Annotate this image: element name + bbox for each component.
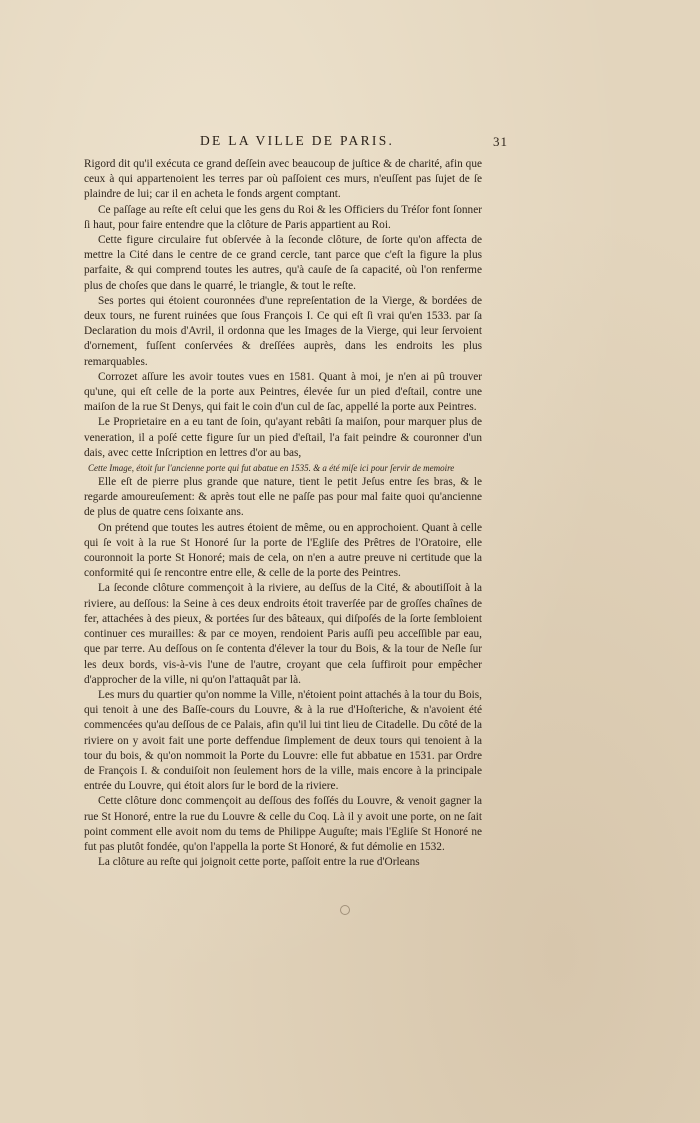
paragraph: La clôture au reſte qui joignoit cette porte, paſſoit entre la rue d'Orleans <box>98 856 420 869</box>
page-header <box>84 133 508 157</box>
page-number: 31 <box>493 134 508 149</box>
ornament <box>340 905 350 915</box>
running-head: DE LA VILLE DE PARIS. <box>200 133 395 148</box>
paragraph: Cette clôture donc commençoit au deſſous des foſſés du Louvre, & venoit gagner la rue St Honoré, entre la rue du Louvre & celle du Coq. Là il y avoit une porte, on ne ſait point comment elle avoit nom du tems de Philippe Auguſte; mais l'Egliſe St Honoré ne fut pas plutôt fondée, qu'on l'appella la porte St Honoré, & fut démolie en 1532. <box>84 795 482 853</box>
inscription: Cette Image, étoit ſur l'ancienne porte qui fut abatue en 1535. & a été miſe ici pour ſervir de memoire <box>88 463 455 474</box>
paragraph: Les murs du quartier qu'on nomme la Ville, n'étoient point attachés à la tour du Bois, qui tenoit à une des Baſſe-cours du Louvre, & à la rue d'Hoſteriche, & n'avoient été commencées qu'au deſſous de ce Palais, afin qu'il lui tint lieu de Citadelle. Du côté de la riviere on y avoit fait une porte deffendue ſimplement de deux tours qui tenoient à la tour du bois, & qu'on nommoit la Porte du Louvre: elle fut abbatue en 1531. par Ordre de François I. & conduiſoit non ſeulement hors de la ville, mais encore à la principale entrée du Louvre, qui étoit alors ſur le bord de la riviere. <box>84 688 482 793</box>
paragraph: Cette figure circulaire fut obſervée à la ſeconde clôture, de ſorte qu'on affecta de mettre la Cité dans le centre de ce grand cercle, tant parce que c'eſt la figure la plus parfaite, & qui comprend toutes les autres, qu'à cauſe de ſa capacité, où l'on renferme plus de choſes que dans le quarré, le triangle, & tout le reſte. <box>84 234 482 292</box>
body-text <box>84 157 482 870</box>
paragraph: Rigord dit qu'il exécuta ce grand deſſein avec beaucoup de juſtice & de charité, afin que ceux à qui appartenoient les terres par où paſſoient ces murs, n'euſſent pas ſujet de ſe plaindre de lui; car il en acheta le fonds argent comptant. <box>84 158 482 201</box>
paragraph: On prétend que toutes les autres étoient de même, ou en approchoient. Quant à celle qui ſe voit à la rue St Honoré ſur la porte de l'Egliſe des Prêtres de l'Oratoire, elle couronnoit la porte St Honoré; mais de cela, on n'en a autre preuve ni certitude que la conformité qui ſe rencontre entre elle, & celle de la porte des Peintres. <box>84 521 482 580</box>
paragraph: Le Proprietaire en a eu tant de ſoin, qu'ayant rebâti ſa maiſon, pour marquer plus de veneration, il a poſé cette figure ſur un pied d'eſtail, l'a fait peindre & couronner d'un dais, avec cette Inſcription en lettres d'or au bas, <box>84 416 482 459</box>
paragraph: Ce paſſage au reſte eſt celui que les gens du Roi & les Officiers du Tréſor font ſonner ſi haut, pour faire entendre que la clôture de Paris appartient au Roi. <box>84 203 482 231</box>
paragraph: Ses portes qui étoient couronnées d'une repreſentation de la Vierge, & bordées de deux tours, ne furent ruinées que ſous François I. Ce qui eſt ſi vrai qu'en 1533. par ſa Declaration du mois d'Avril, il ordonna que les Images de la Vierge, qui leur ſervoient d'ornement, fuſſent conſervées & dreſſées auprès, dans les endroits les plus remarquables. <box>84 294 482 368</box>
paragraph: Corrozet aſſure les avoir toutes vues en 1581. Quant à moi, je n'en ai pû trouver qu'une, qui eſt celle de la porte aux Peintres, élevée ſur un pied d'eſtail, contre une maiſon de la rue St Denys, qui fait le coin d'un cul de ſac, appellé la porte aux Peintres. <box>84 370 482 414</box>
page <box>84 133 508 870</box>
paragraph: Elle eſt de pierre plus grande que nature, tient le petit Jeſus entre ſes bras, & le regarde amoureuſement: & après tout elle ne paſſe pas pour mal faite quoi qu'ancienne de plus de quatre cens ſoixante ans. <box>84 476 482 519</box>
paragraph: La ſeconde clôture commençoit à la riviere, au deſſus de la Cité, & aboutiſſoit à la riviere, au deſſous: la Seine à ces deux endroits étoit traverſée par de groſſes chaînes de fer, attachées à des pieux, & portées ſur des bâteaux, qui diſpoſés de la ſorte ſembloient continuer ces murailles: & par ce moyen, rendoient Paris auſſi peu acceſſible par eau, que par terre. Au deſſous on ſe contenta d'élever la tour du Bois, & la tour de Neſle ſur les deux bords, vis-à-vis l'une de l'autre, croyant que cela ſuffiroit pour empêcher d'approcher de la ville, ni qu'on l'attaquât par là. <box>84 582 482 686</box>
